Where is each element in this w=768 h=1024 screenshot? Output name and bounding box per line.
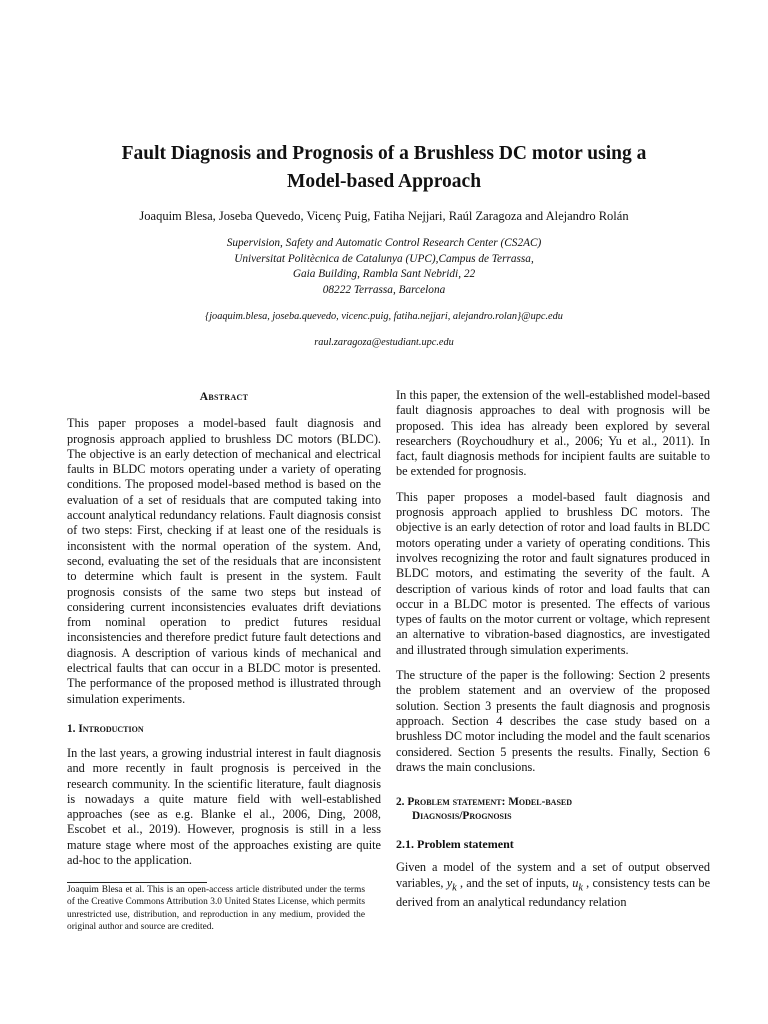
abstract-heading: Abstract bbox=[199, 391, 249, 403]
output-variable: $y_k$ bbox=[446, 875, 457, 894]
section-1-heading bbox=[67, 722, 381, 736]
section-2-number: 2. bbox=[396, 796, 405, 809]
paper-title-line-1: Fault Diagnosis and Prognosis of a Brushless DC motor using a bbox=[121, 143, 647, 164]
left-column bbox=[67, 390, 381, 878]
affiliation-line: Universitat Politècnica de Catalunya (UPC),Campus de Terrassa, bbox=[234, 252, 534, 265]
subsection-2-1-heading: 2.1. Problem statement bbox=[396, 837, 514, 852]
section-1-title: Introduction bbox=[78, 722, 144, 735]
paper-title bbox=[60, 140, 708, 196]
affiliation-line: Gaia Building, Rambla Sant Nebridi, 22 bbox=[292, 268, 476, 280]
author-list: Joaquim Blesa, Joseba Quevedo, Vicenç Puig, Fatiha Nejjari, Raúl Zaragoza and Alejandro Rolán bbox=[139, 209, 629, 223]
affiliation-line: 08222 Terrassa, Barcelona bbox=[322, 283, 446, 296]
email-line-student: raul.zaragoza@estudiant.upc.edu bbox=[314, 337, 454, 348]
right-paragraph-3: The structure of the paper is the following: Section 2 presents the problem statement and an overview of the proposed solution. Section 3 presents the fault diagnosis and prognosis approach. Section 4 describes the case study based on a brushless DC motor including the model and the fault scenarios considered. Section 5 presents the results. Finally, Section 6 draws the main conclusions. bbox=[396, 668, 710, 774]
footnote-rule bbox=[67, 882, 207, 883]
p4-text-2: , and the set of inputs, bbox=[459, 875, 569, 890]
email-line-upc: {joaquim.blesa, joseba.quevedo, vicenc.puig, fatiha.nejjari, alejandro.rolan}@upc.edu bbox=[205, 311, 563, 322]
right-column bbox=[396, 388, 710, 911]
affiliation-line: Supervision, Safety and Automatic Control Research Center (CS2AC) bbox=[226, 237, 542, 249]
section-2-heading bbox=[396, 795, 710, 823]
section-2-title-line-1: Problem statement: Model-based bbox=[407, 796, 573, 809]
license-footnote: Joaquim Blesa et al. This is an open-access article distributed under the terms of the Creative Commons Attribution 3.0 United States License, which permits unrestricted use, distribution, and reproduction in any medium, provided the original author and source are credited. bbox=[67, 885, 365, 932]
paper-title-line-2: Model-based Approach bbox=[286, 171, 482, 192]
p4-text-3: , consistency tests can be derived from an analytical redundancy relation bbox=[396, 875, 711, 910]
right-paragraph-2: This paper proposes a model-based fault diagnosis and prognosis approach applied to brushless DC motors. The objective is an early detection of rotor and load faults in BLDC motors operating under a variety of operating conditions. This involves recognizing the rotor and fault signatures produced in BLDC motors, and estimating the severity of the fault. A description of various kinds of rotor and load faults that can occur in a BLDC motor is presented. The effects of various types of faults on the motor current or voltage, which represent an alternative to vibration-based diagnostics, are investigated and illustrated through simulation experiments. bbox=[396, 489, 710, 657]
right-paragraph-4 bbox=[396, 860, 710, 910]
affiliation bbox=[100, 236, 668, 298]
right-paragraph-1: In this paper, the extension of the well-established model-based fault diagnosis approaches to deal with prognosis will be proposed. This idea has already been explored by several researchers (Roychoudhury et al., 2006; Yu et al., 2011). In fact, fault diagnosis methods for incipient faults are suitable to be extended for prognosis. bbox=[396, 388, 710, 479]
abstract-text: This paper proposes a model-based fault diagnosis and prognosis approach applied to brushless DC motors (BLDC). The objective is an early detection of mechanical and electrical faults in BLDC motors operating under a variety of operating conditions. The proposed model-based method is based on the evaluation of a set of residuals that are computed taking into account analytical redundancy relations. Fault diagnosis consist of two steps: First, checking if at least one of the residuals is inconsistent with the normal operation of the system. And, second, evaluating the set of the residuals that are inconsistent to determine which fault is present in the system. Fault prognosis consists of the same two steps but instead of considering current inconsistencies evaluates drift deviations from nominal operation to predict futures residual inconsistencies and therefore predict future fault detections and diagnosis. A description of various kinds of mechanical and electrical faults that can occur in a BLDC motor is presented. The performance of the proposed method is illustrated through simulation experiments. bbox=[67, 416, 381, 706]
p4-text-1: Given a model of the system and a set of output observed variables, bbox=[396, 860, 710, 890]
section-1-number: 1. bbox=[67, 722, 76, 735]
input-variable: $u_k$ bbox=[572, 875, 583, 894]
introduction-text: In the last years, a growing industrial interest in fault diagnosis and more recently in fault prognosis is perceived in the research community. In the scientific literature, fault diagnosis is nowadays a quite mature field with well-established approaches (see as e.g. Blanke el al., 2006, Ding, 2008, Escobet et al., 2019). However, prognosis is still in a less mature stage where most of the approaches existing are quite ad-hoc to the application. bbox=[67, 745, 381, 868]
section-2-title-line-2: Diagnosis/Prognosis bbox=[412, 810, 512, 823]
author-emails bbox=[60, 310, 708, 350]
